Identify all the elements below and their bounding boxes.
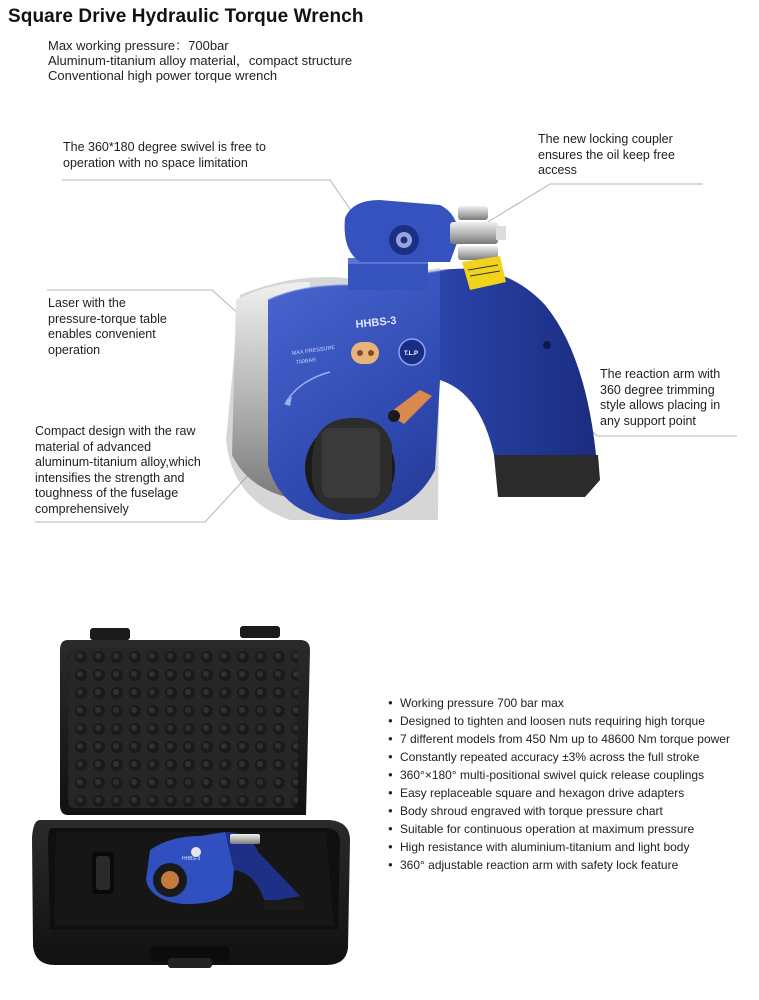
feature-item: ● Easy replaceable square and hexagon drive adapters <box>388 784 733 802</box>
feature-item: ● 360° adjustable reaction arm with safety lock feature <box>388 856 733 874</box>
callout-line: intensifies the strength and <box>35 470 185 485</box>
feature-item: ● Working pressure 700 bar max <box>388 694 733 712</box>
feature-item: ● Body shroud engraved with torque pressure chart <box>388 802 733 820</box>
callout-line: operation <box>48 342 101 357</box>
feature-item: ● Suitable for continuous operation at maximum pressure <box>388 820 733 838</box>
subtitle-line: Aluminum-titanium alloy material，compact structure <box>48 53 353 68</box>
callout-line: material of advanced <box>35 439 152 454</box>
callout-line: operation with no space limitation <box>63 155 248 170</box>
callout-line: style allows placing in <box>600 398 721 412</box>
subtitle-line: Max working pressure：700bar <box>48 38 229 53</box>
feature-item: ● Designed to tighten and loosen nuts requiring high torque <box>388 712 733 730</box>
feature-item: ● 360°×180° multi-positional swivel quick release couplings <box>388 766 733 784</box>
brand-badge-text: T.L.P <box>404 351 419 357</box>
callout-line: The new locking coupler <box>538 132 673 146</box>
callout-compact <box>35 424 250 517</box>
leader-line-coupler <box>488 184 703 222</box>
feature-item: ● 7 different models from 450 Nm up to 48600 Nm torque power <box>388 730 733 748</box>
engraving-line: MAX PRESSURE <box>291 344 336 357</box>
engraving-line: 700BAR <box>295 357 317 366</box>
callout-line: Compact design with the raw <box>35 424 196 438</box>
callout-line: The 360*180 degree swivel is free to <box>63 140 266 154</box>
callout-line: access <box>538 163 577 177</box>
feature-list <box>388 694 733 874</box>
callout-laser <box>48 296 208 358</box>
callout-line: pressure-torque table <box>48 311 167 326</box>
page-title: Square Drive Hydraulic Torque Wrench <box>8 6 364 27</box>
feature-item: ● Constantly repeated accuracy ±3% across the full stroke <box>388 748 733 766</box>
torque-wrench-image <box>226 200 600 520</box>
subtitle-line: Conventional high power torque wrench <box>48 68 278 83</box>
callout-line: comprehensively <box>35 501 129 516</box>
callout-line: The reaction arm with <box>600 367 721 381</box>
callout-reaction <box>600 367 750 429</box>
leader-line-swivel <box>62 180 352 212</box>
callout-line: ensures the oil keep free <box>538 147 675 162</box>
feature-item: ● High resistance with aluminium-titanium and light body <box>388 838 733 856</box>
callout-line: aluminum-titanium alloy,which <box>35 455 201 469</box>
callout-line: 360 degree trimming <box>600 382 715 397</box>
case-tool-label: HHBS-3 <box>182 856 201 862</box>
carry-case-image <box>32 626 350 968</box>
callout-coupler <box>538 132 738 179</box>
callout-swivel <box>63 140 313 171</box>
callout-line: toughness of the fuselage <box>35 486 179 500</box>
callout-line: enables convenient <box>48 327 156 341</box>
callout-line: Laser with the <box>48 296 126 310</box>
model-label: HHBS-3 <box>355 314 398 331</box>
callout-line: any support point <box>600 413 696 428</box>
